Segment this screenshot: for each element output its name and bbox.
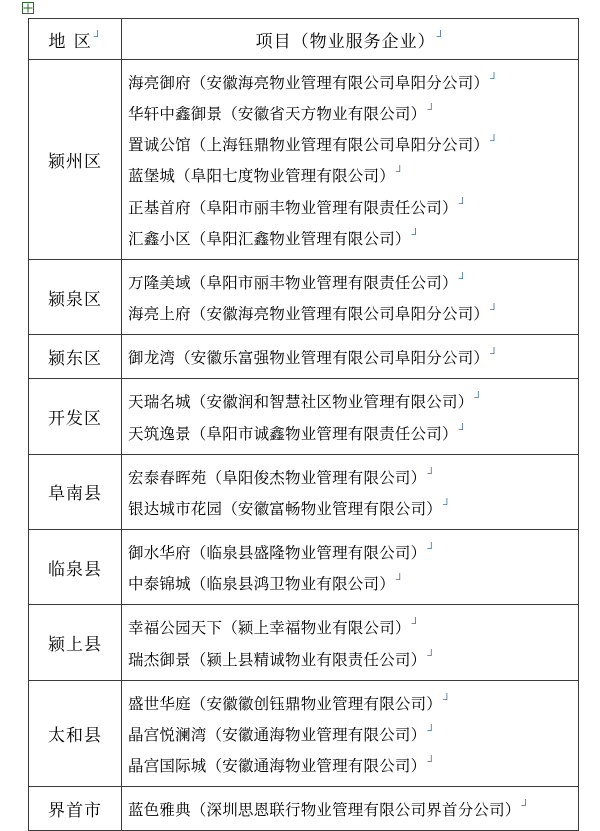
paragraph-mark-icon: ┘ xyxy=(395,166,404,179)
list-item xyxy=(128,536,578,567)
region-cell xyxy=(29,680,122,786)
region-label: 颍泉区 xyxy=(48,289,102,309)
paragraph-mark-icon: ┘ xyxy=(521,800,530,813)
list-item xyxy=(128,128,578,159)
table-row xyxy=(29,530,579,605)
table-row xyxy=(29,680,579,786)
table-row xyxy=(29,787,579,831)
header-cell-region xyxy=(29,19,122,60)
paragraph-mark-icon: ┘ xyxy=(395,574,404,587)
items-list xyxy=(122,681,578,786)
items-cell xyxy=(122,60,579,260)
list-item xyxy=(128,97,578,128)
items-list xyxy=(122,379,578,453)
list-item-label: 海亮御府（安徽海亮物业管理有限公司阜阳分公司） xyxy=(128,75,490,93)
list-item-label: 宏泰春晖苑（阜阳俊杰物业管理有限公司） xyxy=(128,469,427,487)
move-anchor-icon xyxy=(22,2,34,14)
items-cell xyxy=(122,259,579,334)
list-item-label: 万隆美域（阜阳市丽丰物业管理有限责任公司） xyxy=(128,275,458,293)
list-item xyxy=(128,567,578,598)
list-item xyxy=(128,66,578,97)
table-row xyxy=(29,605,579,680)
paragraph-mark-icon: ┘ xyxy=(427,543,436,556)
region-label: 临泉县 xyxy=(48,559,102,579)
paragraph-mark-icon: ┘ xyxy=(411,228,420,241)
list-item-label: 华轩中鑫御景（安徽省天方物业有限公司） xyxy=(128,106,427,124)
list-item-label: 海亮上府（安徽海亮物业管理有限公司阜阳分公司） xyxy=(128,306,490,324)
list-item xyxy=(128,718,578,749)
list-item-label: 幸福公园天下（颍上幸福物业有限公司） xyxy=(128,620,411,638)
items-list xyxy=(122,335,578,378)
list-item-label: 御龙湾（安徽乐富强物业管理有限公司阜阳分公司） xyxy=(128,350,490,368)
header-label-region: 地 区 xyxy=(48,31,93,51)
items-cell xyxy=(122,605,579,680)
items-cell xyxy=(122,454,579,529)
table-row xyxy=(29,335,579,379)
items-list xyxy=(122,260,578,334)
region-label: 太和县 xyxy=(48,725,102,745)
items-cell xyxy=(122,787,579,831)
table-row xyxy=(29,454,579,529)
list-item xyxy=(128,191,578,222)
region-cell xyxy=(29,454,122,529)
table-row xyxy=(29,379,579,454)
paragraph-mark-icon: ┘ xyxy=(458,423,467,436)
items-list xyxy=(122,605,578,679)
list-item-label: 蓝色雅典（深圳思恩联行物业管理有限公司界首分公司） xyxy=(128,802,521,820)
list-item-label: 中泰锦城（临泉县鸿卫物业有限公司） xyxy=(128,576,395,594)
items-cell xyxy=(122,680,579,786)
region-cell xyxy=(29,259,122,334)
paragraph-mark-icon: ┘ xyxy=(427,724,436,737)
list-item-label: 晶宫国际城（安徽通海物业管理有限公司） xyxy=(128,758,427,776)
list-item-label: 正基首府（阜阳市丽丰物业管理有限责任公司） xyxy=(128,199,458,217)
paragraph-mark-icon: ┘ xyxy=(427,649,436,662)
list-item xyxy=(128,687,578,718)
list-item xyxy=(128,297,578,328)
region-label: 颍东区 xyxy=(48,349,102,369)
list-item xyxy=(128,266,578,297)
paragraph-mark-icon: ┘ xyxy=(427,104,436,117)
header-cell-items xyxy=(122,19,579,60)
table-row xyxy=(29,60,579,260)
region-label: 颍上县 xyxy=(48,635,102,654)
items-list xyxy=(122,530,578,604)
property-service-table-wrapper xyxy=(28,18,576,831)
paragraph-mark-icon: ┘ xyxy=(490,73,499,85)
paragraph-mark-icon: ┘ xyxy=(490,135,499,148)
region-label: 颍州区 xyxy=(48,151,102,171)
paragraph-mark-icon: ┘ xyxy=(458,197,467,210)
paragraph-mark-icon: ┘ xyxy=(411,618,420,631)
paragraph-mark-icon: ┘ xyxy=(436,31,445,44)
list-item xyxy=(128,793,578,824)
region-cell xyxy=(29,605,122,680)
list-item xyxy=(128,611,578,642)
items-list xyxy=(122,60,578,259)
list-item xyxy=(128,461,578,492)
paragraph-mark-icon: ┘ xyxy=(458,272,467,285)
region-label: 开发区 xyxy=(48,409,102,429)
region-cell xyxy=(29,530,122,605)
paragraph-mark-icon: ┘ xyxy=(443,693,452,706)
paragraph-mark-icon: ┘ xyxy=(93,31,102,44)
list-item xyxy=(128,385,578,416)
list-item xyxy=(128,341,578,372)
list-item-label: 汇鑫小区（阜阳汇鑫物业管理有限公司） xyxy=(128,230,411,248)
property-service-table xyxy=(28,18,579,831)
paragraph-mark-icon: ┘ xyxy=(427,755,436,768)
paragraph-mark-icon: ┘ xyxy=(474,392,483,405)
list-item-label: 晶宫悦澜湾（安徽通海物业管理有限公司） xyxy=(128,726,427,744)
paragraph-mark-icon: ┘ xyxy=(490,304,499,317)
items-cell xyxy=(122,530,579,605)
list-item xyxy=(128,159,578,190)
paragraph-mark-icon: ┘ xyxy=(443,498,452,511)
region-label: 界首市 xyxy=(48,801,102,821)
region-cell xyxy=(29,60,122,260)
paragraph-mark-icon: ┘ xyxy=(427,467,436,480)
items-list xyxy=(122,455,578,529)
list-item-label: 银达城市花园（安徽富畅物业管理有限公司） xyxy=(128,501,443,519)
items-cell xyxy=(122,335,579,379)
table-row xyxy=(29,259,579,334)
list-item-label: 天筑逸景（阜阳市诚鑫物业管理有限责任公司） xyxy=(128,425,458,443)
list-item-label: 天瑞名城（安徽润和智慧社区物业管理有限公司） xyxy=(128,394,474,412)
list-item-label: 御水华府（临泉县盛隆物业管理有限公司） xyxy=(128,545,427,563)
region-label: 阜南县 xyxy=(48,484,102,504)
region-cell xyxy=(29,335,122,379)
items-list xyxy=(122,787,578,830)
list-item xyxy=(128,643,578,674)
list-item-label: 置诚公馆（上海钰鼎物业管理有限公司阜阳分公司） xyxy=(128,137,490,155)
list-item-label: 蓝堡城（阜阳七度物业管理有限公司） xyxy=(128,168,395,186)
items-cell xyxy=(122,379,579,454)
list-item-label: 瑞杰御景（颍上县精诚物业有限责任公司） xyxy=(128,651,427,669)
list-item xyxy=(128,492,578,523)
list-item xyxy=(128,222,578,253)
list-item-label: 盛世华庭（安徽徽创钰鼎物业管理有限公司） xyxy=(128,695,443,713)
header-label-items: 项目（物业服务企业） xyxy=(255,31,436,51)
region-cell xyxy=(29,787,122,831)
table-header-row xyxy=(29,19,579,60)
list-item xyxy=(128,417,578,448)
region-cell xyxy=(29,379,122,454)
paragraph-mark-icon: ┘ xyxy=(490,348,499,361)
